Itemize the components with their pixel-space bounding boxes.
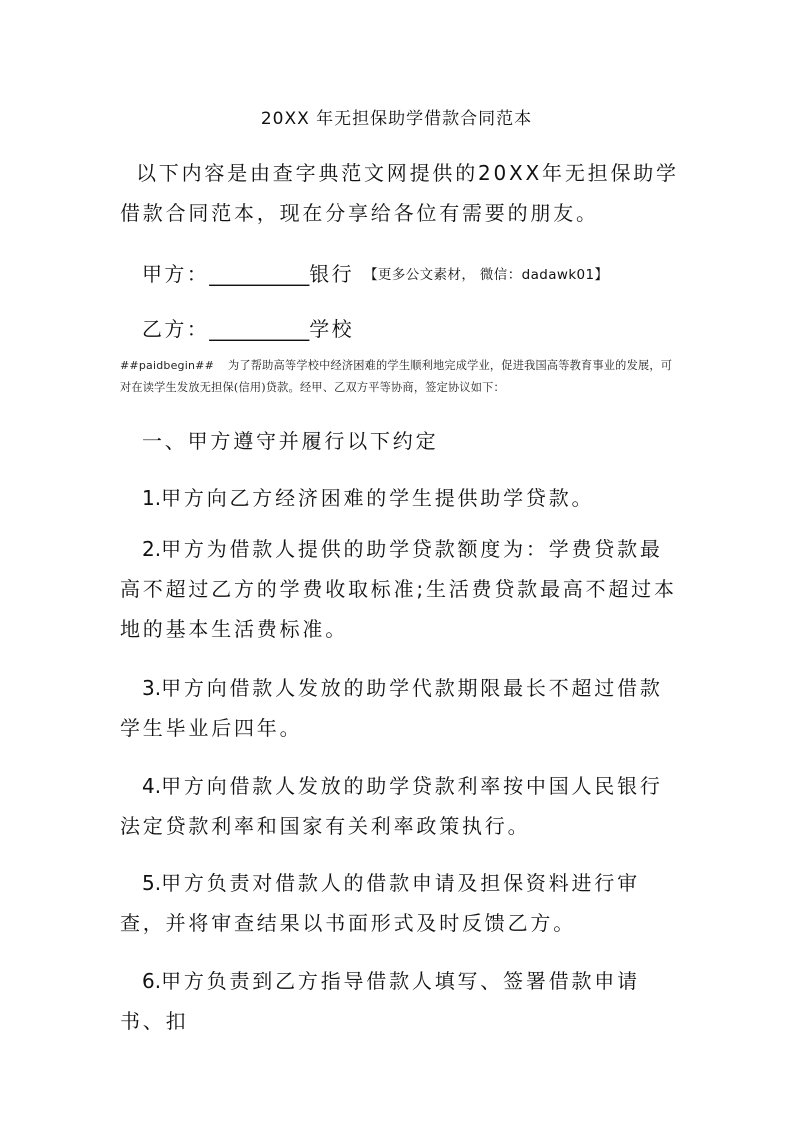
party-a-blank: __________ — [209, 262, 310, 286]
party-a-label: 甲方： — [142, 262, 210, 286]
section-heading: 一、甲方遵守并履行以下约定 — [142, 429, 439, 453]
item-number: 2. — [142, 537, 162, 561]
item-number: 6. — [142, 969, 162, 993]
party-a-suffix: 银行 — [309, 262, 355, 286]
document-title: 20XX 年无担保助学借款合同范本 — [260, 109, 533, 129]
party-b-blank: __________ — [209, 317, 310, 341]
list-item — [120, 863, 680, 943]
list-item — [120, 478, 680, 518]
preamble-paragraph — [120, 355, 680, 399]
item-text: 甲方为借款人提供的助学贷款额度为：学费贷款最高不超过乙方的学费收取标准;生活费贷款最高不超过本地的基本生活费标准。 — [120, 537, 677, 641]
paid-begin-tag: ##paidbegin## — [120, 359, 214, 372]
item-text: 甲方向乙方经济困难的学生提供助学贷款。 — [161, 486, 595, 510]
item-text: 甲方负责对借款人的借款申请及担保资料进行审查，并将审查结果以书面形式及时反馈乙方。 — [120, 871, 640, 935]
item-text: 甲方向借款人发放的助学贷款利率按中国人民银行法定贷款利率和国家有关利率政策执行。 — [120, 774, 663, 838]
promo-note: 【更多公文素材， 微信：dadawk01】 — [364, 267, 609, 283]
list-item — [120, 529, 680, 649]
list-item — [120, 766, 680, 846]
item-number: 5. — [142, 871, 162, 895]
party-b-suffix: 学校 — [309, 317, 355, 341]
party-b-line — [142, 309, 702, 349]
item-number: 3. — [142, 676, 162, 700]
item-number: 4. — [142, 774, 162, 798]
item-number: 1. — [142, 486, 162, 510]
list-item — [120, 961, 680, 1041]
party-a-line — [142, 254, 702, 295]
party-b-label: 乙方： — [142, 317, 210, 341]
item-text: 甲方负责到乙方指导借款人填写、签署借款申请书、扣 — [120, 969, 640, 1033]
item-text: 甲方向借款人发放的助学代款期限最长不超过借款学生毕业后四年。 — [120, 676, 663, 740]
intro-paragraph: 以下内容是由查字典范文网提供的20XX年无担保助学借款合同范本，现在分享给各位有需要的朋友。 — [120, 161, 679, 225]
list-item — [120, 668, 680, 748]
preamble-text: 为了帮助高等学校中经济困难的学生顺利地完成学业，促进我国高等教育事业的发展，可对在读学生发放无担保(信用)贷款。经甲、乙双方平等协商，签定协议如下： — [120, 359, 673, 394]
